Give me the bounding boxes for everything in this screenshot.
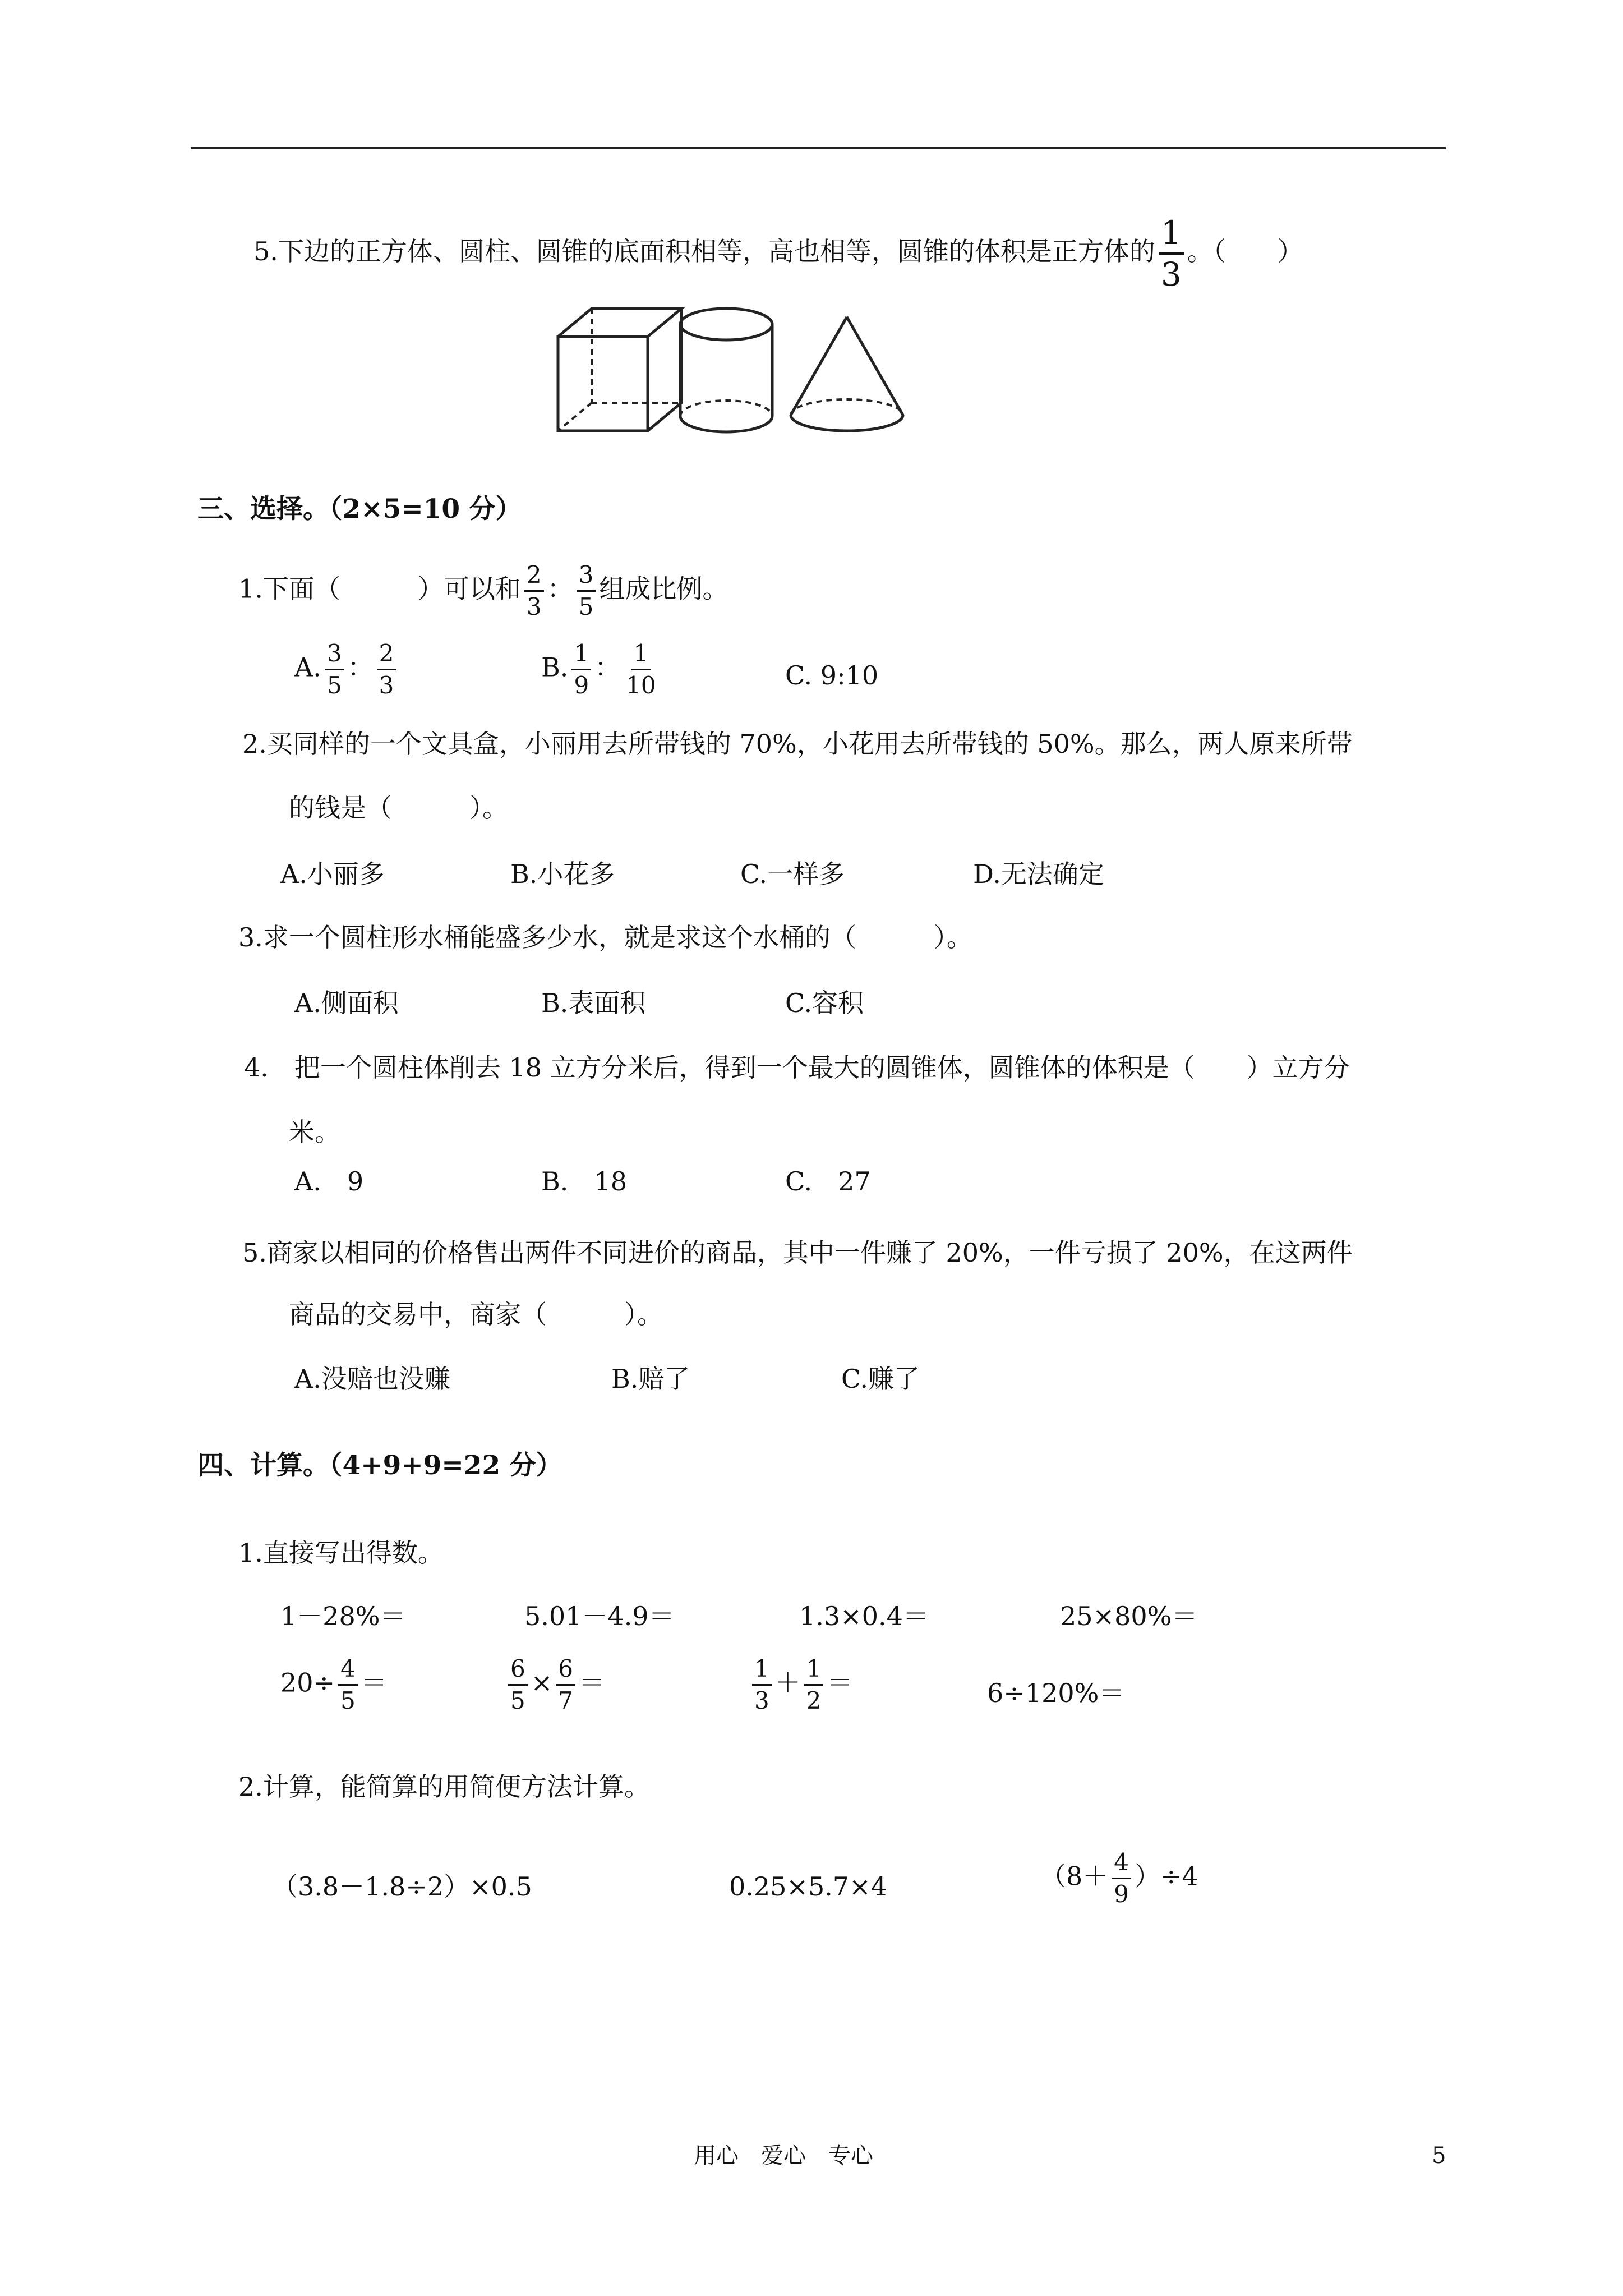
calc-expression: $\frac{1}{3}$ ＋ $\frac{1}{2}$ ＝	[749, 1655, 852, 1715]
choice-option-a: A.侧面积	[294, 988, 399, 1018]
choice-option-b: B. $\frac{1}{9}$ ： $\frac{1}{10}$	[541, 639, 656, 699]
choice-option-b: B.表面积	[541, 988, 646, 1018]
choice-question-1: 1.下面（ ）可以和 $\frac{2}{3}$ ： $\frac{3}{5}$ 组成比例。	[238, 561, 728, 620]
section-4-title: 四、计算。（4+9+9=22 分）	[197, 1450, 562, 1481]
choice-question-5-line2: 商品的交易中，商家（ ）。	[289, 1299, 663, 1329]
fraction-one-third: $\frac{1}{3}$	[1159, 214, 1184, 293]
fraction: $\frac{3}{5}$	[577, 561, 596, 621]
choice-question-4-line2: 米。	[289, 1117, 340, 1147]
section-3-title: 三、选择。（2×5=10 分）	[197, 494, 522, 524]
choice-question-5-line1: 5.商家以相同的价格售出两件不同进价的商品，其中一件赚了 20%，一件亏损了 20%，在这两件	[242, 1237, 1353, 1268]
choice-option-a: A.小丽多	[280, 859, 385, 889]
calc-expression: （8＋ $\frac{4}{9}$ ）÷4	[1040, 1848, 1198, 1908]
choice-option-c: C.一样多	[740, 859, 845, 889]
choice-option-c: C. 9:10	[785, 660, 879, 691]
choice-option-b: B.赔了	[611, 1364, 690, 1394]
calc-expression: $\frac{6}{5}$ × $\frac{6}{7}$ ＝	[505, 1655, 605, 1715]
calc-part-1-label: 1.直接写出得数。	[238, 1538, 444, 1568]
calc-part-2-label: 2.计算，能简算的用简便方法计算。	[238, 1772, 650, 1802]
choice-option-b: B.小花多	[510, 859, 615, 889]
calc-expression: （3.8－1.8÷2）×0.5	[272, 1871, 532, 1902]
judge-question-5: 5.下边的正方体、圆柱、圆锥的底面积相等，高也相等，圆锥的体积是正方体的 $\frac{1}{3}$ 。（ ）	[253, 214, 1303, 293]
solid-figures	[550, 303, 942, 438]
header-rule	[191, 147, 1446, 149]
choice-option-a: A.没赔也没赚	[294, 1364, 450, 1394]
calc-expression: 25×80%＝	[1060, 1601, 1198, 1631]
choice-question-3: 3.求一个圆柱形水桶能盛多少水，就是求这个水桶的（ ）。	[238, 922, 972, 953]
choice-option-c: C. 27	[785, 1166, 871, 1197]
choice-option-b: B. 18	[541, 1166, 627, 1197]
calc-expression: 1－28%＝	[280, 1601, 406, 1631]
choice-option-a: A. $\frac{3}{5}$ ： $\frac{2}{3}$	[294, 639, 399, 700]
calc-expression: 20÷ $\frac{4}{5}$ ＝	[280, 1655, 387, 1714]
choice-question-2-line2: 的钱是（ ）。	[289, 793, 508, 823]
cube-figure	[558, 309, 681, 431]
page-footer: 用心 爱心 专心	[694, 2143, 873, 2169]
calc-expression: 5.01－4.9＝	[524, 1601, 675, 1631]
calc-expression: 0.25×5.7×4	[729, 1871, 887, 1902]
calc-expression: 6÷120%＝	[987, 1678, 1125, 1708]
fraction: $\frac{2}{3}$	[524, 561, 544, 621]
choice-question-2-line1: 2.买同样的一个文具盒，小丽用去所带钱的 70%，小花用去所带钱的 50%。那么，两人原来所带	[242, 729, 1353, 759]
cylinder-figure	[680, 309, 772, 432]
choice-option-d: D.无法确定	[973, 859, 1104, 889]
calc-expression: 1.3×0.4＝	[799, 1601, 929, 1631]
choice-option-a: A. 9	[294, 1166, 364, 1197]
choice-option-c: C.赚了	[841, 1364, 920, 1394]
cone-figure	[791, 317, 903, 431]
page-number: 5	[1432, 2143, 1446, 2169]
choice-option-c: C.容积	[785, 988, 864, 1018]
choice-question-4-line1: 4. 把一个圆柱体削去 18 立方分米后，得到一个最大的圆锥体，圆锥体的体积是（ ）立方分	[244, 1052, 1350, 1083]
